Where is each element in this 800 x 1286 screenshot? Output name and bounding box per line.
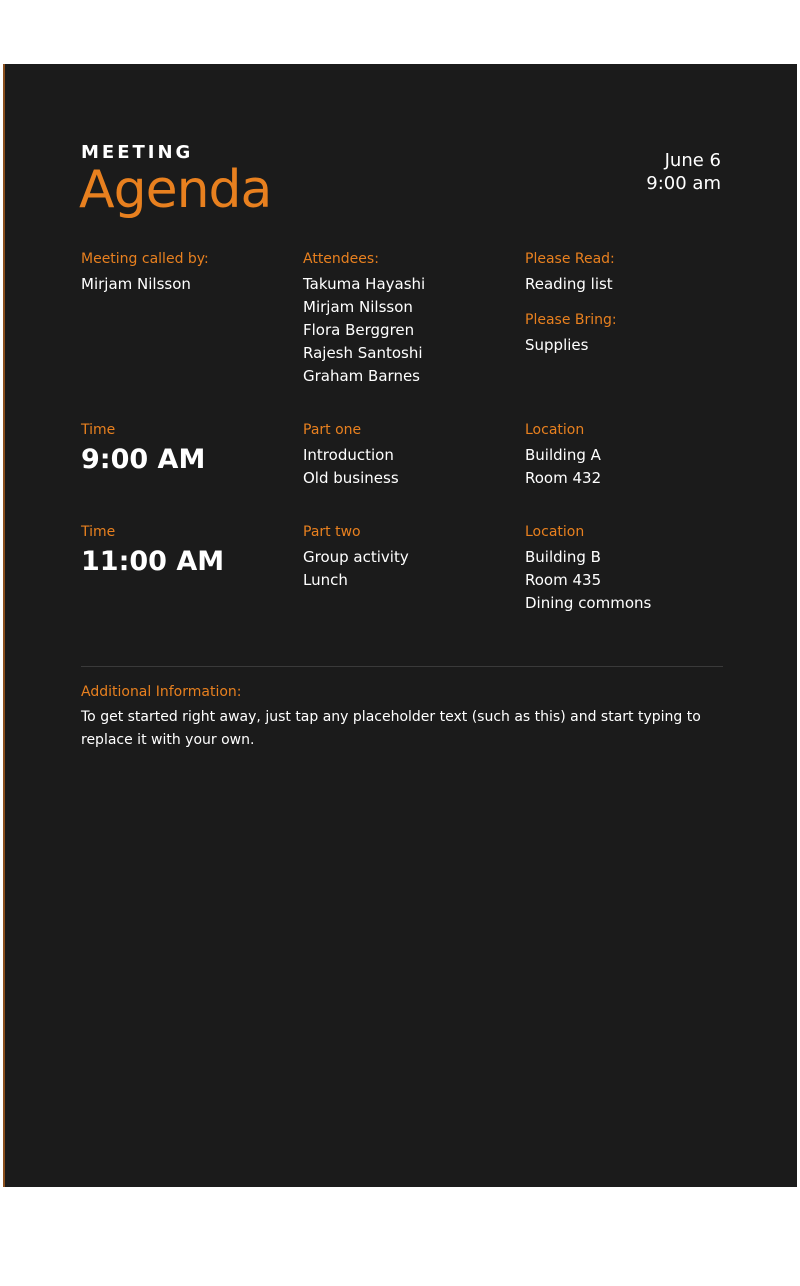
attendees-label: Attendees:	[303, 251, 379, 267]
part-item: Lunch	[303, 571, 348, 589]
part-item: Old business	[303, 469, 399, 487]
time-value: 11:00 AM	[81, 546, 225, 577]
agenda-page	[3, 64, 797, 1187]
part-item: Group activity	[303, 548, 409, 566]
time: 9:00 am	[646, 173, 721, 194]
called-by-label: Meeting called by:	[81, 251, 209, 267]
read-label: Please Read:	[525, 251, 615, 267]
attendee: Flora Berggren	[303, 321, 415, 339]
session-1-part	[303, 422, 513, 490]
additional-label: Additional Information:	[81, 684, 242, 700]
please-read	[525, 251, 735, 357]
time-value: 9:00 AM	[81, 444, 206, 475]
session-2-location	[525, 524, 735, 615]
attendee: Rajesh Santoshi	[303, 344, 423, 362]
location-line: Building B	[525, 548, 601, 566]
session-2-time	[81, 524, 291, 577]
part-label: Part two	[303, 524, 361, 540]
location-line: Building A	[525, 446, 601, 464]
location-line: Dining commons	[525, 594, 652, 612]
divider	[81, 666, 723, 667]
part-item: Introduction	[303, 446, 394, 464]
session-2-part	[303, 524, 513, 592]
bring-label: Please Bring:	[525, 312, 617, 328]
called-by-value: Mirjam Nilsson	[81, 275, 191, 293]
time-label: Time	[81, 524, 116, 540]
kicker: MEETING	[81, 142, 194, 163]
session-1-time	[81, 422, 291, 475]
bring-value: Supplies	[525, 336, 589, 354]
read-value: Reading list	[525, 275, 613, 293]
called-by	[81, 251, 291, 296]
location-line: Room 432	[525, 469, 602, 487]
location-line: Room 435	[525, 571, 602, 589]
location-label: Location	[525, 524, 585, 540]
date: June 6	[664, 150, 721, 171]
attendee: Graham Barnes	[303, 367, 420, 385]
part-label: Part one	[303, 422, 362, 438]
attendee: Takuma Hayashi	[303, 275, 426, 293]
additional-text[interactable]: To get started right away, just tap any placeholder text (such as this) and start typing to replace it with your own.	[81, 709, 701, 748]
session-1-location	[525, 422, 735, 490]
meeting-date	[646, 149, 721, 195]
time-label: Time	[81, 422, 116, 438]
attendee: Mirjam Nilsson	[303, 298, 413, 316]
location-label: Location	[525, 422, 585, 438]
attendees	[303, 251, 513, 388]
page-title: Agenda	[79, 160, 272, 220]
additional-info	[81, 684, 723, 752]
